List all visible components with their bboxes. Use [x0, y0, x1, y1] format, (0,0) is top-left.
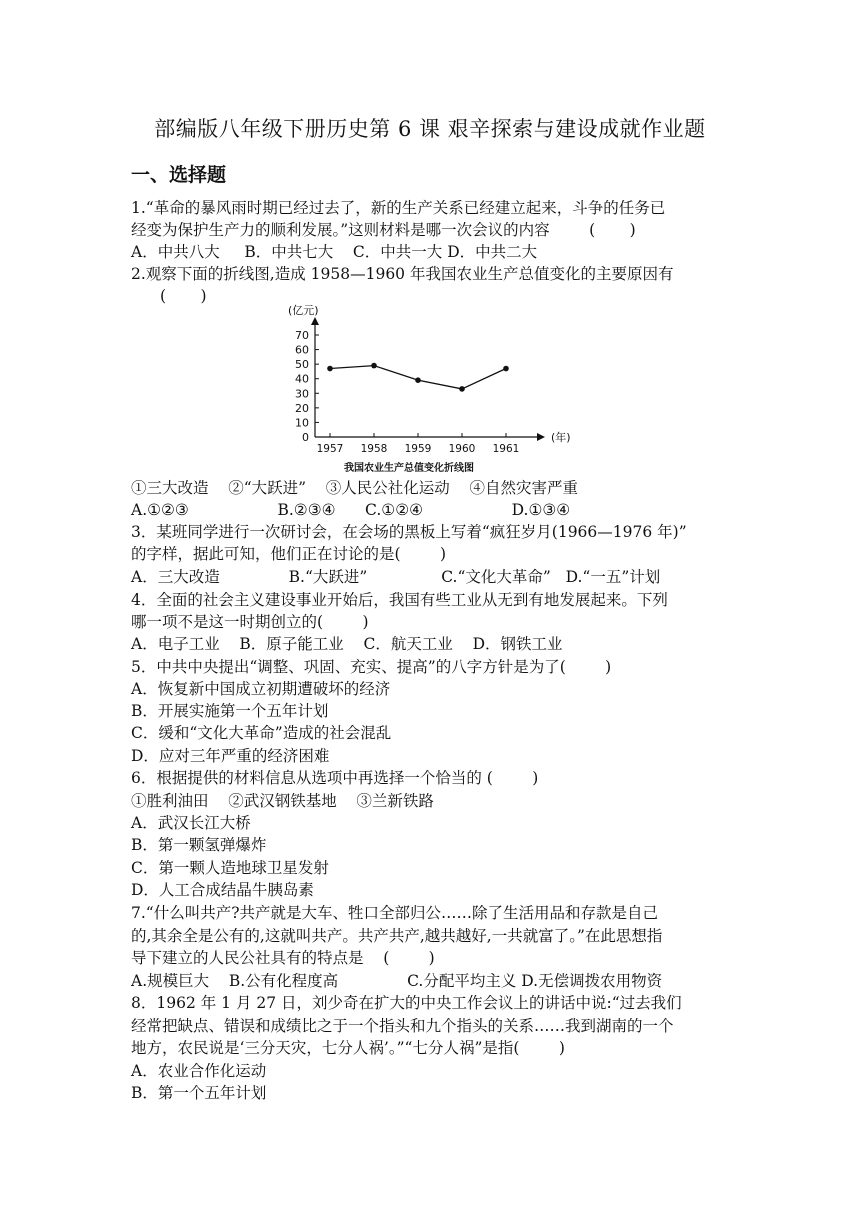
- x-tick-label: 1961: [492, 443, 520, 455]
- y-axis-label: (亿元): [288, 304, 319, 317]
- text-line: A.规模巨大 B.公有化程度高 C.分配平均主义 D.无偿调拨农用物资: [131, 972, 663, 990]
- y-tick-label: 0: [302, 431, 309, 444]
- data-point: [415, 377, 421, 383]
- y-tick-label: 30: [295, 387, 309, 401]
- text-line: D．应对三年严重的经济困难: [131, 747, 330, 765]
- data-point: [503, 366, 509, 372]
- text-line: 8．1962 年 1 月 27 日，刘少奇在扩大的中央工作会议上的讲话中说:“过去我们: [131, 994, 682, 1012]
- text-line: ( ): [160, 287, 207, 305]
- text-line: 经变为保护生产力的顺利发展。”这则材料是哪一次会议的内容 ( ): [131, 221, 636, 239]
- y-tick-label: 10: [295, 416, 309, 430]
- data-point: [459, 386, 465, 392]
- y-tick-label: 70: [295, 329, 309, 342]
- text-line: 哪一项不是这一时期创立的( ): [131, 613, 369, 631]
- y-tick-label: 60: [295, 343, 309, 357]
- y-tick-label: 50: [295, 358, 309, 372]
- x-tick-label: 1957: [316, 443, 344, 455]
- text-line: C．第一颗人造地球卫星发射: [131, 859, 329, 877]
- x-tick-label: 1959: [404, 443, 432, 455]
- agri-output-line-chart: [270, 297, 590, 477]
- text-line: A．中共八大 B．中共七大 C．中共一大 D．中共二大: [131, 243, 538, 261]
- text-line: A．武汉长江大桥: [131, 814, 251, 832]
- x-tick-label: 1958: [360, 443, 388, 455]
- text-line: 6．根据提供的材料信息从选项中再选择一个恰当的 ( ): [131, 769, 539, 787]
- text-line: 2.观察下面的折线图,造成 1958—1960 年我国农业生产总值变化的主要原因有: [131, 265, 674, 283]
- text-line: ①三大改造 ②“大跃进” ③人民公社化运动 ④自然灾害严重: [131, 479, 578, 497]
- text-line: 7.“什么叫共产?共产就是大车、牲口全部归公……除了生活用品和存款是自己: [131, 904, 659, 922]
- text-line: C．缓和“文化大革命”造成的社会混乱: [131, 724, 392, 742]
- text-line: 地方，农民说是‘三分天灾，七分人祸’。”“七分人祸”是指( ): [131, 1039, 565, 1057]
- text-line: 5．中共中央提出“调整、巩固、充实、提高”的八字方针是为了( ): [131, 658, 612, 676]
- x-axis-arrow-icon: [537, 433, 545, 441]
- data-point: [327, 366, 333, 372]
- y-tick-label: 40: [295, 372, 309, 386]
- text-line: 经常把缺点、错误和成绩比之于一个指头和九个指头的关系……我到湖南的一个: [131, 1017, 674, 1035]
- text-line: 的字样，据此可知，他们正在讨论的是( ): [131, 545, 447, 563]
- text-line: ①胜利油田 ②武汉钢铁基地 ③兰新铁路: [131, 792, 434, 810]
- data-point: [371, 363, 377, 369]
- text-line: B．第一颗氢弹爆炸: [131, 836, 267, 854]
- text-line: A.①②③ B.②③④ C.①②④ D.①③④: [131, 501, 571, 519]
- y-axis-arrow-icon: [311, 317, 319, 325]
- text-line: 4．全面的社会主义建设事业开始后，我国有些工业从无到有地发展起来。下列: [131, 591, 668, 609]
- y-tick-label: 20: [295, 401, 309, 415]
- text-line: A．三大改造 B.“大跃进” C.“文化大革命” D.“一五”计划: [131, 568, 661, 586]
- x-tick-label: 1960: [448, 443, 476, 455]
- text-line: D．人工合成结晶牛胰岛素: [131, 881, 314, 899]
- text-line: 导下建立的人民公社具有的特点是 ( ): [131, 949, 435, 967]
- text-line: A．农业合作化运动: [131, 1062, 267, 1080]
- page-title: 部编版八年级下册历史第 6 课 艰辛探索与建设成就作业题: [154, 117, 706, 141]
- x-axis-label: (年): [551, 431, 571, 444]
- text-line: B．第一个五年计划: [131, 1084, 267, 1102]
- text-line: 1.“革命的暴风雨时期已经过去了，新的生产关系已经建立起来，斗争的任务已: [131, 199, 666, 217]
- chart-caption: 我国农业生产总值变化折线图: [344, 463, 474, 474]
- text-line: 3．某班同学进行一次研讨会，在会场的黑板上写着“疯狂岁月(1966—1976 年)”: [131, 523, 687, 541]
- text-line: A．恢复新中国成立初期遭破坏的经济: [131, 680, 391, 698]
- series-line: [330, 366, 506, 389]
- text-line: 的,其余全是公有的,这就叫共产。共产共产,越共越好,一共就富了。”在此思想指: [131, 927, 663, 945]
- section-heading: 一、选择题: [131, 164, 227, 186]
- text-line: A．电子工业 B．原子能工业 C．航天工业 D．钢铁工业: [131, 635, 563, 653]
- text-line: B．开展实施第一个五年计划: [131, 702, 329, 720]
